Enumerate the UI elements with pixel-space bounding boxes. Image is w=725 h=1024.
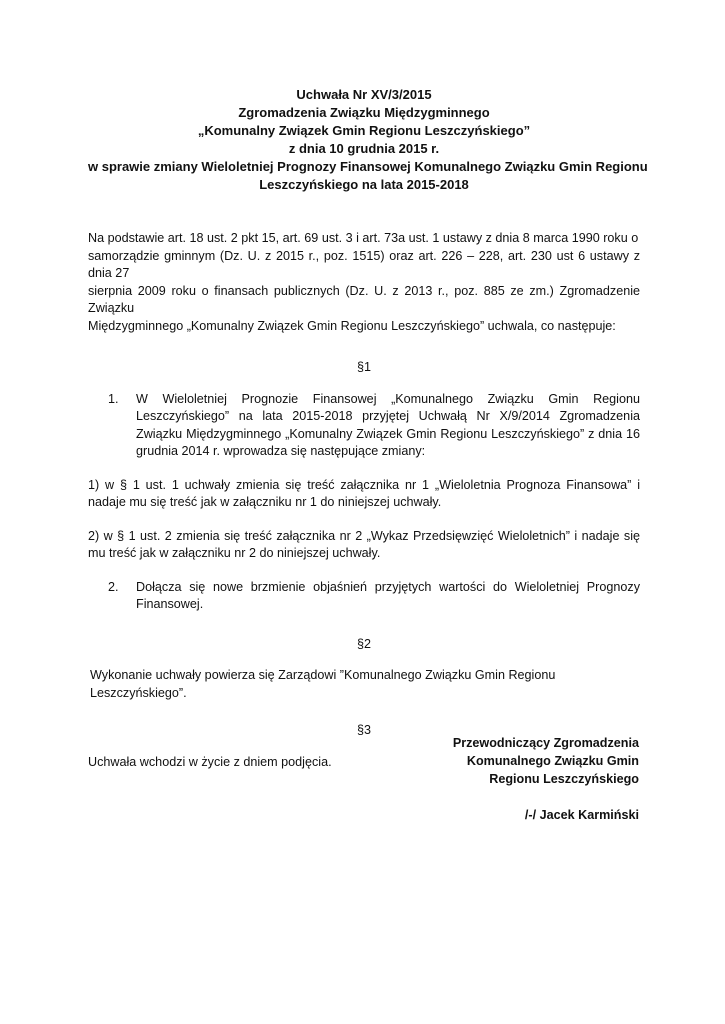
signature-title: Przewodniczący Zgromadzenia: [452, 736, 639, 750]
union-name: „Komunalny Związek Gmin Regionu Leszczyńskiego”: [197, 123, 531, 138]
signature-region: Regionu Leszczyńskiego: [489, 772, 639, 786]
item-number: 2.: [108, 579, 119, 594]
resolution-subject: w sprawie zmiany Wieloletniej Prognozy Finansowej Komunalnego Związku Gmin Regionu: [88, 159, 648, 174]
resolution-number: Uchwała Nr XV/3/2015: [296, 87, 432, 102]
preamble-line: Międzygminnego „Komunalny Związek Gmin Regionu Leszczyńskiego” uchwala, co następuje:: [88, 318, 616, 333]
document-page: [88, 86, 648, 771]
resolution-subject-continued: Leszczyńskiego na lata 2015-2018: [259, 177, 469, 192]
change-2: 2) w § 1 ust. 2 zmienia się treść załącznika nr 2 „Wykaz Przedsięwzięć Wieloletnich” i nadaje się mu treść jak w załączniku nr 2 do niniejszej uchwały.: [88, 528, 640, 560]
section-3-text: Uchwała wchodzi w życie z dniem podjęcia.: [88, 754, 332, 769]
resolution-title: [88, 86, 648, 194]
section-2-mark: §2: [356, 636, 371, 651]
preamble-line: sierpnia 2009 roku o finansach publicznych (Dz. U. z 2013 r., poz. 885 ze zm.) Zgromadzenie Związku: [88, 283, 640, 315]
section-3-mark: §3: [356, 723, 371, 737]
item-text: Dołącza się nowe brzmienie objaśnień przyjętych wartości do Wieloletniej Prognozy Finansowej.: [136, 579, 640, 611]
preamble-line: Na podstawie art. 18 ust. 2 pkt 15, art. 69 ust. 3 i art. 73a ust. 1 ustawy z dnia 8 marca 1990 roku o: [88, 231, 639, 245]
section-1-item-1: [88, 391, 640, 461]
item-number: 1.: [108, 391, 119, 406]
section-1-item-2: [88, 579, 640, 614]
item-text: W Wieloletniej Prognozie Finansowej „Komunalnego Związku Gmin Regionu Leszczyńskiego” na lata 2015-2018 przyjętej Uchwałą Nr X/9/2014 Zgromadzenia Związku Międzygminnego „Komunalny Związek Gmin Regionu Leszczyńskiego” z dnia 16 grudnia 2014 r. wprowadza się następujące zmiany:: [136, 391, 640, 458]
legal-basis-paragraph: [88, 230, 640, 335]
section-1-mark: §1: [356, 360, 371, 374]
preamble-line: samorządzie gminnym (Dz. U. z 2015 r., poz. 1515) oraz art. 226 – 228, art. 230 ust 6 ustawy z dnia 27: [88, 248, 640, 280]
signature-organization: Komunalnego Związku Gmin: [466, 754, 639, 768]
signature-block: [453, 734, 639, 824]
change-1: 1) w § 1 ust. 1 uchwały zmienia się treść załącznika nr 1 „Wieloletnia Prognoza Finansowa” i nadaje mu się treść jak w załączniku nr 1 do niniejszej uchwały.: [88, 477, 640, 509]
section-2-text: Wykonanie uchwały powierza się Zarządowi ”Komunalnego Związku Gmin Regionu Leszczyńskiego”.: [90, 668, 556, 700]
resolution-date: z dnia 10 grudnia 2015 r.: [288, 141, 440, 156]
assembly-name: Zgromadzenia Związku Międzygminnego: [238, 105, 490, 120]
signer-name: /-/ Jacek Karmiński: [524, 808, 639, 822]
